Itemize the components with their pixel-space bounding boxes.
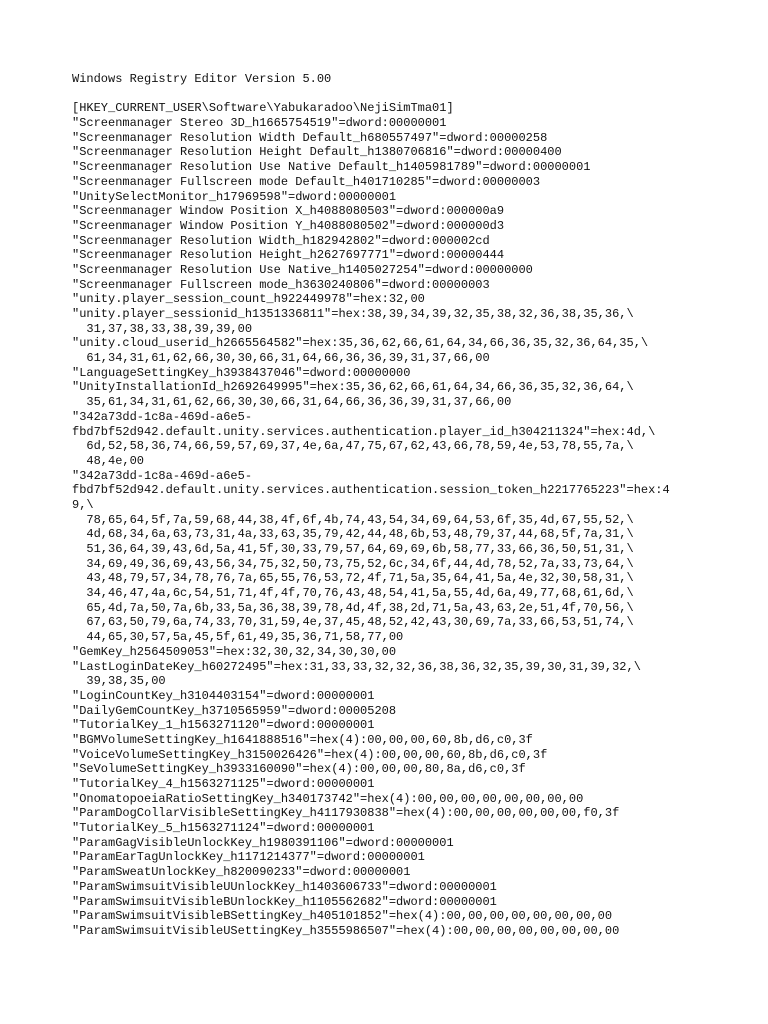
registry-line: "ParamSweatUnlockKey_h820090233"=dword:00000001 (72, 865, 411, 880)
registry-line: "342a73dd-1c8a-469d-a6e5- (72, 468, 253, 483)
registry-line: "TutorialKey_1_h1563271120"=dword:00000001 (72, 718, 375, 733)
registry-line: "ParamSwimsuitVisibleUSettingKey_h3555986507"=hex(4):00,00,00,00,00,00,00,00 (72, 923, 620, 938)
registry-line: 39,38,35,00 (72, 674, 166, 689)
registry-line: 9,\ (72, 497, 94, 512)
registry-line: "unity.player_session_count_h922449978"=hex:32,00 (72, 292, 425, 307)
registry-line: "Screenmanager Resolution Height_h2627697771"=dword:00000444 (72, 248, 505, 263)
registry-line: "ParamGagVisibleUnlockKey_h1980391106"=dword:00000001 (72, 835, 454, 850)
registry-line: 67,63,50,79,6a,74,33,70,31,59,4e,37,45,48,52,42,43,30,69,7a,33,66,53,51,74,\ (72, 615, 634, 630)
registry-line: 6d,52,58,36,74,66,59,57,69,37,4e,6a,47,75,67,62,43,66,78,59,4e,53,78,55,7a,\ (72, 439, 634, 454)
registry-line: "OnomatopoeiaRatioSettingKey_h340173742"=hex(4):00,00,00,00,00,00,00,00 (72, 791, 584, 806)
registry-line: "Screenmanager Resolution Use Native Default_h1405981789"=dword:00000001 (72, 160, 591, 175)
registry-line: "Screenmanager Resolution Height Default_h1380706816"=dword:00000400 (72, 145, 562, 160)
registry-line: 65,4d,7a,50,7a,6b,33,5a,36,38,39,78,4d,4f,38,2d,71,5a,43,63,2e,51,4f,70,56,\ (72, 600, 634, 615)
registry-line: "Screenmanager Stereo 3D_h1665754519"=dword:00000001 (72, 116, 447, 131)
registry-line: "ParamSwimsuitVisibleBUnlockKey_h1105562682"=dword:00000001 (72, 894, 497, 909)
registry-line: 51,36,64,39,43,6d,5a,41,5f,30,33,79,57,64,69,69,6b,58,77,33,66,36,50,51,31,\ (72, 542, 634, 556)
registry-line: 43,48,79,57,34,78,76,7a,65,55,76,53,72,4f,71,5a,35,64,41,5a,4e,32,30,58,31,\ (72, 571, 634, 586)
registry-line: 48,4e,00 (72, 453, 145, 468)
registry-line: "Screenmanager Fullscreen mode Default_h401710285"=dword:00000003 (72, 174, 541, 189)
registry-line: "ParamSwimsuitVisibleBSettingKey_h405101852"=hex(4):00,00,00,00,00,00,00,00 (72, 909, 613, 924)
registry-line: "342a73dd-1c8a-469d-a6e5- (72, 409, 253, 424)
registry-line: "Screenmanager Resolution Width Default_h680557497"=dword:00000258 (72, 130, 548, 145)
registry-line: "Screenmanager Window Position X_h4088080503"=dword:000000a9 (72, 204, 505, 219)
document-header: Windows Registry Editor Version 5.00 (72, 72, 332, 86)
registry-line: 34,46,47,4a,6c,54,51,71,4f,4f,70,76,43,48,54,41,5a,55,4d,6a,49,77,68,61,6d,\ (72, 586, 634, 601)
registry-line: "TutorialKey_4_h1563271125"=dword:00000001 (72, 777, 375, 791)
registry-line: "BGMVolumeSettingKey_h1641888516"=hex(4):00,00,00,60,8b,d6,c0,3f (72, 732, 533, 747)
registry-line: 61,34,31,61,62,66,30,30,66,31,64,66,36,36,39,31,37,66,00 (72, 351, 490, 366)
registry-line: "ParamEarTagUnlockKey_h1171214377"=dword:00000001 (72, 850, 425, 865)
registry-line: "LanguageSettingKey_h3938437046"=dword:00000000 (72, 365, 411, 380)
registry-line: "Screenmanager Window Position Y_h4088080502"=dword:000000d3 (72, 218, 505, 233)
registry-line: "Screenmanager Resolution Width_h182942802"=dword:000002cd (72, 233, 490, 248)
registry-line: 78,65,64,5f,7a,59,68,44,38,4f,6f,4b,74,43,54,34,69,64,53,6f,35,4d,67,55,52,\ (72, 512, 634, 527)
registry-line: 44,65,30,57,5a,45,5f,61,49,35,36,71,58,77,00 (72, 630, 404, 645)
registry-line: "SeVolumeSettingKey_h3933160090"=hex(4):00,00,00,80,8a,d6,c0,3f (72, 762, 526, 777)
registry-line: "UnityInstallationId_h2692649995"=hex:35,36,62,66,61,64,34,66,36,35,32,36,64,\ (72, 380, 634, 395)
registry-line: "GemKey_h2564509053"=hex:32,30,32,34,30,30,00 (72, 644, 397, 659)
registry-line: "ParamDogCollarVisibleSettingKey_h4117930838"=hex(4):00,00,00,00,00,00,f0,3f (72, 806, 620, 821)
registry-line: fbd7bf52d942.default.unity.services.authentication.player_id_h304211324"=hex:4d,\ (72, 424, 656, 439)
registry-line: "unity.cloud_userid_h2665564582"=hex:35,36,62,66,61,64,34,66,36,35,32,36,64,35,\ (72, 336, 649, 351)
registry-line: 4d,68,34,6a,63,73,31,4a,33,63,35,79,42,44,48,6b,53,48,79,37,44,68,5f,7a,31,\ (72, 527, 634, 542)
registry-line: fbd7bf52d942.default.unity.services.authentication.session_token_h2217765223"=hex:4 (72, 483, 670, 498)
registry-line: 34,69,49,36,69,43,56,34,75,32,50,73,75,52,6c,34,6f,44,4d,78,52,7a,33,73,64,\ (72, 556, 634, 571)
registry-line: 35,61,34,31,61,62,66,30,30,66,31,64,66,36,36,39,31,37,66,00 (72, 395, 512, 410)
registry-line: "Screenmanager Fullscreen mode_h3630240806"=dword:00000003 (72, 277, 490, 292)
registry-line: "LastLoginDateKey_h60272495"=hex:31,33,33,32,32,36,38,36,32,35,39,30,31,39,32,\ (72, 659, 641, 674)
registry-line: "UnitySelectMonitor_h17969598"=dword:00000001 (72, 189, 397, 204)
registry-line: 31,37,38,33,38,39,39,00 (72, 321, 253, 336)
blank-line (72, 87, 752, 102)
registry-line: [HKEY_CURRENT_USER\Software\Yabukaradoo\NejiSimTma01] (72, 101, 454, 116)
registry-document (72, 72, 752, 939)
registry-line: "ParamSwimsuitVisibleUUnlockKey_h1403606733"=dword:00000001 (72, 879, 497, 894)
registry-line: "LoginCountKey_h3104403154"=dword:00000001 (72, 688, 375, 703)
registry-line: "unity.player_sessionid_h1351336811"=hex:38,39,34,39,32,35,38,32,36,38,35,36,\ (72, 307, 634, 321)
registry-line: "Screenmanager Resolution Use Native_h1405027254"=dword:00000000 (72, 262, 533, 277)
registry-line: "TutorialKey_5_h1563271124"=dword:00000001 (72, 821, 375, 836)
registry-line: "DailyGemCountKey_h3710565959"=dword:00005208 (72, 703, 397, 718)
registry-line: "VoiceVolumeSettingKey_h3150026426"=hex(4):00,00,00,60,8b,d6,c0,3f (72, 747, 548, 762)
